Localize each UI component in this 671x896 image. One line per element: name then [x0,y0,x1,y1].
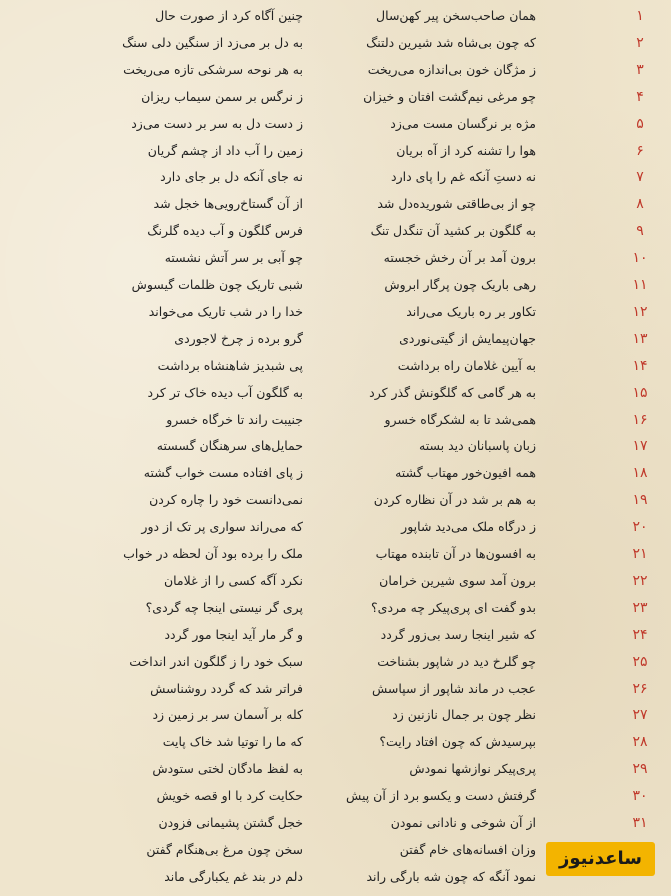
couplet-row-17 [0,433,671,460]
second-hemistich: به هر نوحه سرشکی تازه می‌ریخت [123,61,303,77]
second-hemistich: دلم در بند غم یکبارگی ماند [164,868,303,884]
first-hemistich: مژه بر نرگسان مست می‌زد [390,115,536,131]
first-hemistich: چو مرغی نیم‌گشت افتان و خیزان [363,88,536,104]
couplet-row-6 [0,138,671,165]
couplet-row-16 [0,407,671,434]
couplet-row-7 [0,164,671,191]
couplet-row-31 [0,810,671,837]
couplet-row-8 [0,191,671,218]
couplet-row-13 [0,326,671,353]
couplet-row-14 [0,353,671,380]
second-hemistich: کله بر آسمان سر بر زمین زد [152,707,303,723]
second-hemistich: پری گر نیستی اینجا چه گردی؟ [145,599,303,615]
second-hemistich: پی شبدیز شاهنشاه برداشت [157,357,303,373]
couplet-number: ۲۶ [632,680,648,697]
first-hemistich: ز درگاه ملک می‌دید شاپور [401,519,536,535]
first-hemistich: چو از بی‌طاقتی شوریده‌دل شد [377,196,536,212]
couplet-row-29 [0,756,671,783]
second-hemistich: فراتر شد که گردد روشناسش [150,680,303,696]
second-hemistich: که می‌راند سواری پر تک از دور [141,519,303,535]
couplet-row-3 [0,57,671,84]
second-hemistich: به دل بر می‌زد از سنگین دلی سنگ [122,34,303,50]
couplet-number: ۳۰ [632,788,648,805]
couplet-row-11 [0,272,671,299]
couplet-number: ۱۸ [632,465,648,482]
second-hemistich: چو آبی بر سر آتش نشسته [164,250,303,266]
couplet-number: ۱۹ [632,492,648,509]
couplet-number: ۵ [636,115,644,132]
first-hemistich: تکاور بر ره باریک می‌راند [406,303,536,319]
couplet-row-30 [0,783,671,810]
second-hemistich: شبی تاریک چون ظلمات گیسوش [131,277,303,292]
second-hemistich: ز پای افتاده مست خواب گشته [143,465,303,481]
first-hemistich: به هر گامی که گلگونش گذر کرد [369,384,536,400]
couplet-number: ۱۲ [632,303,648,320]
couplet-row-12 [0,299,671,326]
couplet-row-2 [0,30,671,57]
couplet-row-9 [0,218,671,245]
second-hemistich: ملک را برده بود آن لحظه در خواب [123,546,303,561]
second-hemistich: ز دست دل به سر بر دست می‌زد [131,115,303,131]
first-hemistich: نه دستِ آنکه غم را پای دارد [391,169,536,185]
couplet-row-23 [0,595,671,622]
couplet-number: ۲۴ [632,626,648,643]
second-hemistich: نه جای آنکه دل بر جای دارد [160,169,303,185]
couplet-row-21 [0,541,671,568]
second-hemistich: به لفظ مادگان لختی ستودش [152,761,303,777]
first-hemistich: چو گلرخ دید در شاپور بشناخت [377,653,536,669]
couplet-number: ۷ [636,169,644,186]
second-hemistich: سخن چون مرغ بی‌هنگام گفتن [146,841,303,857]
first-hemistich: برون آمد بر آن رخش خجسته [383,250,536,266]
couplet-number: ۲۰ [632,519,648,536]
couplet-number: ۱۷ [632,438,648,455]
second-hemistich: و گر مار آید اینجا مور گردد [164,626,303,642]
second-hemistich: که ما را توتیا شد خاک پایت [162,734,303,750]
couplet-number: ۲ [636,34,644,51]
couplet-row-4 [0,84,671,111]
first-hemistich: به آیین غلامان راه برداشت [397,357,536,373]
couplet-row-26 [0,676,671,703]
first-hemistich: نمود آنگه که چون شه بارگی راند [366,868,536,884]
second-hemistich: از آن گستاخ‌رویی‌ها خجل شد [153,196,303,212]
second-hemistich: زمین را آب داد از چشم گریان [147,142,303,158]
couplet-number: ۱۵ [632,384,648,401]
couplet-number: ۲۱ [632,546,648,562]
second-hemistich: به گلگون آب دیده خاک تر کرد [147,384,303,400]
second-hemistich: جنیبت راند تا خرگاه خسرو [166,411,303,427]
couplet-number: ۴ [636,88,644,105]
first-hemistich: نظر چون بر جمال نازنین زد [392,707,536,723]
couplet-number: ۲۷ [632,707,648,724]
first-hemistich: جهان‌پیمایش از گیتی‌نوردی [399,330,536,346]
second-hemistich: گرو برده ز چرخ لاجوردی [174,330,303,346]
couplet-row-20 [0,514,671,541]
first-hemistich: همه افیون‌خور مهتاب گشته [395,465,536,481]
first-hemistich: هوا را تشنه کرد از آه بریان [396,142,536,158]
couplet-row-28 [0,729,671,756]
couplet-number: ۱ [636,8,644,24]
second-hemistich: سبک خود را ز گلگون اندر انداخت [129,653,303,669]
second-hemistich: حمایل‌های سرهنگان گسسته [156,438,303,454]
couplet-number: ۱۳ [632,330,648,347]
first-hemistich: وزان افسانه‌های خام گفتن [399,841,536,857]
second-hemistich: چنین آگاه کرد از صورت حال [155,8,303,23]
couplet-row-19 [0,487,671,514]
couplet-number: ۲۸ [632,734,648,751]
couplet-number: ۳۱ [632,815,648,831]
first-hemistich: گرفتش دست و یکسو برد از آن پیش [346,788,536,804]
second-hemistich: خجل گشتن پشیمانی فزودن [158,815,303,830]
second-hemistich: ز نرگس بر سمن سیماب ریزان [141,88,303,104]
couplet-row-24 [0,622,671,649]
first-hemistich: همی‌شد تا به لشکرگاه خسرو [384,411,536,427]
first-hemistich: بدو گفت ای پری‌پیکر چه مردی؟ [371,599,536,615]
couplet-row-5 [0,111,671,138]
couplet-row-25 [0,649,671,676]
first-hemistich: بپرسیدش که چون افتاد رایت؟ [379,734,536,750]
first-hemistich: که چون بی‌شاه شد شیرین دلتنگ [366,34,536,50]
couplet-number: ۱۰ [632,250,648,267]
couplet-number: ۲۵ [632,653,648,670]
second-hemistich: فرس گلگون و آب دیده گلرنگ [147,223,303,239]
couplet-row-15 [0,380,671,407]
second-hemistich: نکرد آگه کسی را از غلامان [163,572,303,588]
couplet-row-22 [0,568,671,595]
first-hemistich: به افسون‌ها در آن تابنده مهتاب [375,546,536,561]
first-hemistich: رهی باریک چون پرگار ابروش [384,277,536,292]
couplet-row-27 [0,702,671,729]
couplet-number: ۹ [636,223,644,240]
first-hemistich: به گلگون بر کشید آن تنگدل تنگ [370,223,536,239]
first-hemistich: عجب در ماند شاپور از سپاسش [371,680,536,696]
second-hemistich: نمی‌دانست خود را چاره کردن [149,492,303,508]
couplet-number: ۳ [636,61,644,78]
couplet-number: ۲۹ [632,761,648,778]
couplet-number: ۲۳ [632,599,648,616]
couplet-row-10 [0,245,671,272]
second-hemistich: خدا را در شب تاریک می‌خواند [148,303,303,319]
first-hemistich: ز مژگان خون بی‌اندازه می‌ریخت [367,61,536,77]
saednews-logo: ساعدنیوز [546,842,655,876]
couplet-number: ۲۲ [632,572,648,589]
first-hemistich: زبان پاسبانان دید بسته [419,438,536,454]
first-hemistich: پری‌پیکر نوازشها نمودش [409,761,536,777]
couplet-number: ۱۶ [632,411,648,428]
first-hemistich: از آن شوخی و نادانی نمودن [390,815,536,830]
couplet-row-1 [0,3,671,30]
first-hemistich: برون آمد سوی شیرین خرامان [379,572,536,588]
couplet-number: ۱۱ [632,277,648,293]
first-hemistich: که شیر اینجا رسد بی‌زور گردد [380,626,536,642]
first-hemistich: به هم بر شد در آن نظاره کردن [373,492,536,508]
couplet-number: ۸ [636,196,644,213]
couplet-number: ۶ [636,142,644,159]
couplet-number: ۱۴ [632,357,648,374]
first-hemistich: همان صاحب‌سخن پیر کهن‌سال [376,8,536,23]
second-hemistich: حکایت کرد با او قصه خویش [156,788,303,804]
couplet-row-18 [0,460,671,487]
